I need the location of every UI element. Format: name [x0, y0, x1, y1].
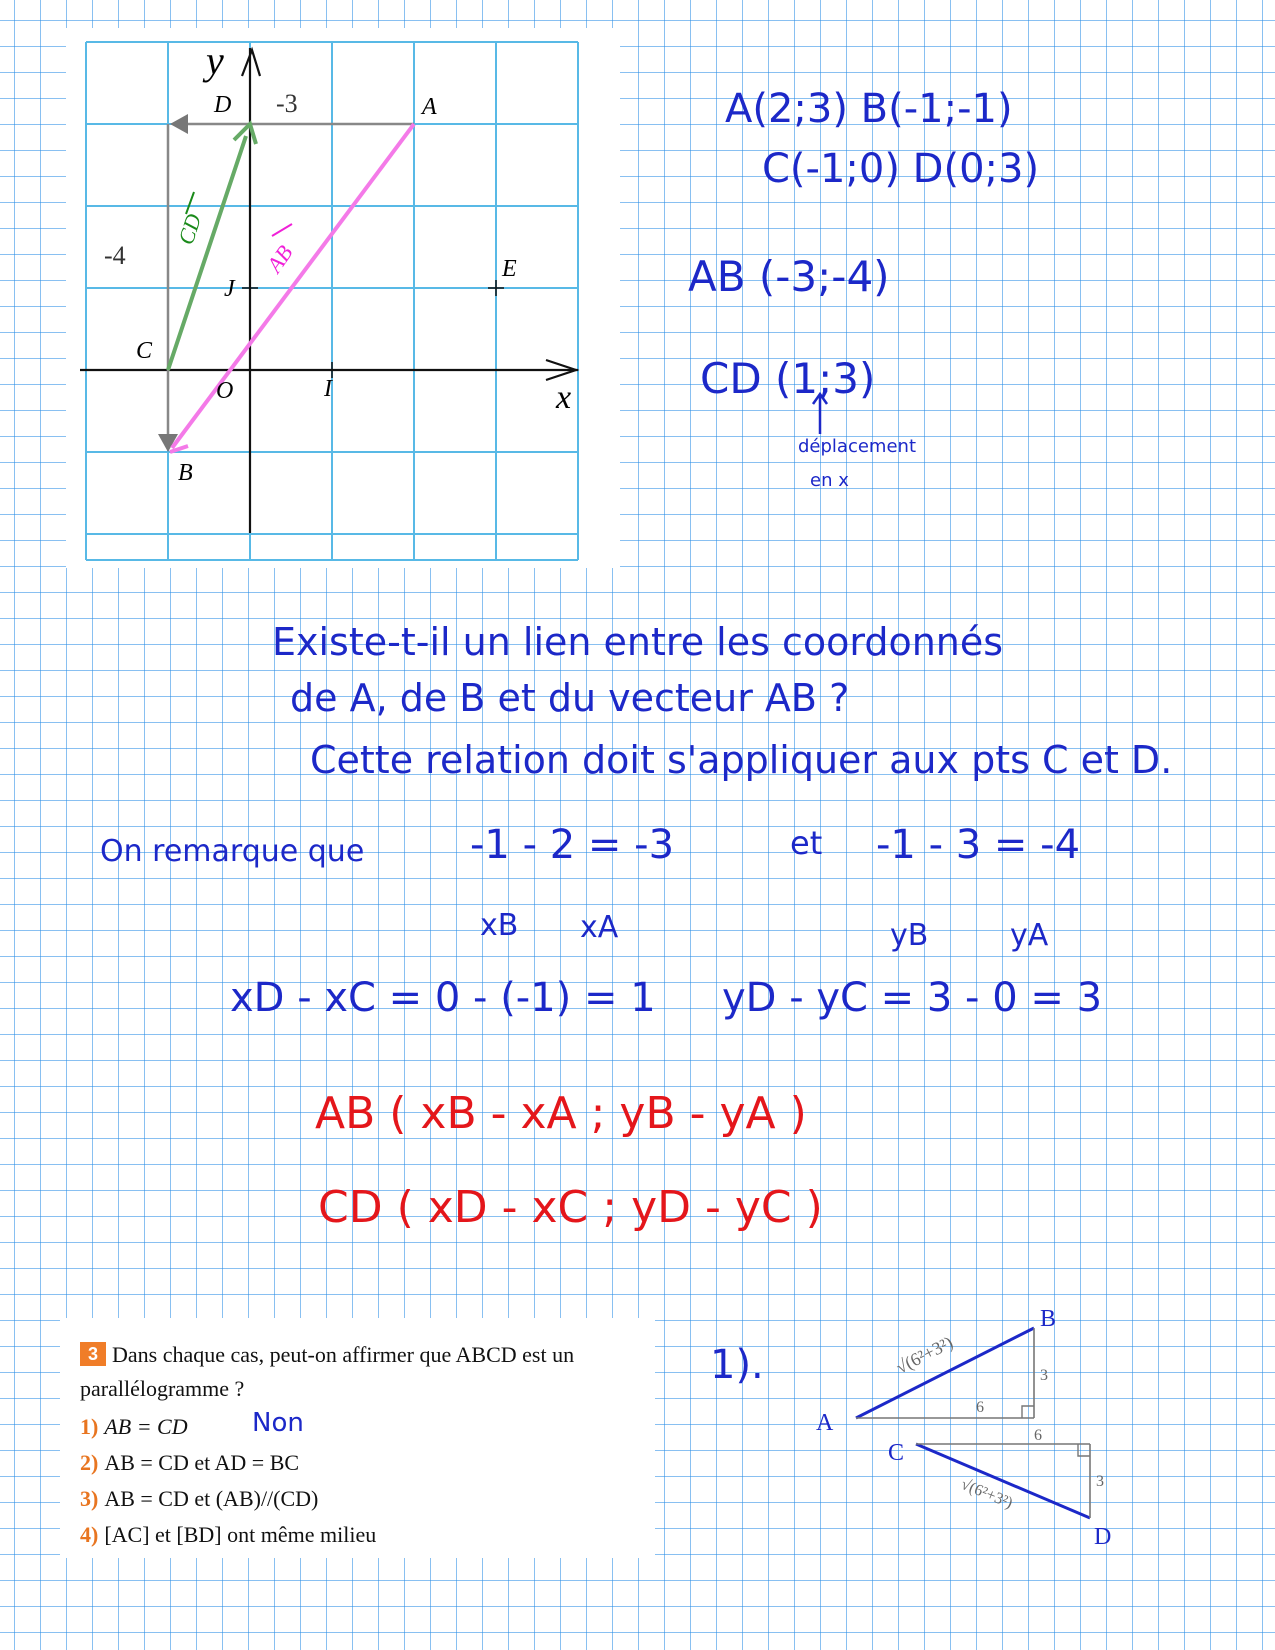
label-displacement-x: -3 — [276, 89, 298, 118]
note-up-arrow-icon — [810, 390, 830, 436]
item-number: 3) — [80, 1486, 99, 1511]
sketch-root-ab: √(6²+3²) — [892, 1332, 957, 1378]
exercise-number-badge: 3 — [80, 1342, 106, 1366]
sub-yb: yB — [890, 918, 929, 953]
label-point-e: E — [502, 256, 517, 282]
formula-vector-cd: CD ( xD - xC ; yD - yC ) — [318, 1182, 823, 1233]
label-point-j: J — [224, 276, 235, 302]
exercise-item-4 — [80, 1522, 376, 1548]
label-point-c: C — [136, 338, 153, 364]
note-coordinates-ab: A(2;3) B(-1;-1) — [725, 86, 1013, 132]
note-in-x: en x — [810, 470, 849, 491]
axes — [80, 48, 578, 533]
line-x-difference: xD - xC = 0 - (-1) = 1 — [230, 975, 656, 1021]
exercise-title — [80, 1338, 660, 1406]
note-displacement: déplacement — [798, 436, 917, 457]
note-vector-cd-coords: CD (1;3) — [700, 354, 876, 403]
sub-xb: xB — [480, 908, 519, 943]
exercise-item-3 — [80, 1486, 318, 1512]
exercise-panel — [60, 1318, 655, 1558]
label-origin-o: O — [216, 378, 234, 404]
sketch-point-d: D — [1094, 1524, 1112, 1550]
coordinate-graph — [66, 28, 620, 568]
item-text: [AC] et [BD] ont même milieu — [104, 1522, 377, 1547]
label-point-a: A — [422, 94, 437, 120]
formula-vector-ab: AB ( xB - xA ; yB - yA ) — [315, 1088, 807, 1139]
sketch-root-cd: √(6²+3²) — [958, 1475, 1015, 1512]
vector-cd-line — [168, 136, 246, 370]
item-1-answer: Non — [252, 1408, 304, 1438]
vector-cd-overarrow-icon — [186, 192, 194, 214]
remark-label: On remarque que — [100, 834, 365, 869]
calc-y: -1 - 3 = -4 — [876, 822, 1081, 868]
note-vector-ab-coords: AB (-3;-4) — [688, 252, 890, 301]
question-line-3: Cette relation doit s'appliquer aux pts C et D. — [310, 738, 1173, 782]
label-displacement-y: -4 — [104, 241, 126, 270]
displacement-x-arrow-icon — [170, 114, 188, 134]
sketch-length-3-ab: 3 — [1040, 1367, 1048, 1384]
item-text: AB = CD — [104, 1414, 188, 1439]
exercise-item-2 — [80, 1450, 299, 1476]
exercise-item-1 — [80, 1408, 304, 1440]
sketch-length-6-ab: 6 — [976, 1399, 984, 1416]
label-point-d: D — [214, 92, 232, 118]
sketch-point-b: B — [1040, 1306, 1057, 1332]
question-line-2: de A, de B et du vecteur AB ? — [290, 676, 850, 720]
vector-ab-overarrow-icon — [272, 224, 292, 236]
line-y-difference: yD - yC = 3 - 0 = 3 — [722, 975, 1103, 1021]
label-vector-ab: AB — [261, 240, 298, 277]
item-text: AB = CD et (AB)//(CD) — [104, 1486, 319, 1511]
calc-and: et — [790, 824, 823, 862]
vector-ab-line — [172, 124, 414, 448]
sub-ya: yA — [1010, 918, 1049, 953]
item-text: AB = CD et AD = BC — [104, 1450, 300, 1475]
sub-xa: xA — [580, 910, 619, 945]
label-vector-cd: CD — [172, 210, 207, 248]
label-point-i: I — [324, 376, 332, 402]
calc-x: -1 - 2 = -3 — [470, 822, 675, 868]
sketch-point-a: A — [816, 1410, 834, 1436]
question-line-1: Existe-t-il un lien entre les coordonnés — [272, 620, 1004, 664]
sketch-length-6-cd: 6 — [1034, 1427, 1042, 1444]
item-number: 2) — [80, 1450, 99, 1475]
exercise-question: Dans chaque cas, peut-on affirmer que ABCD est un parallélogramme ? — [80, 1342, 575, 1401]
item-number: 4) — [80, 1522, 99, 1547]
sketch-point-c: C — [888, 1440, 905, 1466]
sketch-right-angle-ab — [1022, 1406, 1034, 1418]
sketch-right-angle-cd — [1078, 1444, 1090, 1456]
label-axis-y: y — [206, 38, 224, 83]
label-axis-x: x — [556, 379, 572, 416]
graph-grid — [86, 42, 578, 560]
coordinate-graph-panel — [66, 28, 620, 568]
item-number: 1) — [80, 1414, 99, 1439]
note-coordinates-cd: C(-1;0) D(0;3) — [762, 146, 1040, 192]
sketch-case-label: 1). — [710, 1342, 764, 1388]
sketch-diagram — [800, 1300, 1130, 1560]
sketch-length-3-cd: 3 — [1096, 1473, 1104, 1490]
label-point-b: B — [178, 460, 193, 486]
